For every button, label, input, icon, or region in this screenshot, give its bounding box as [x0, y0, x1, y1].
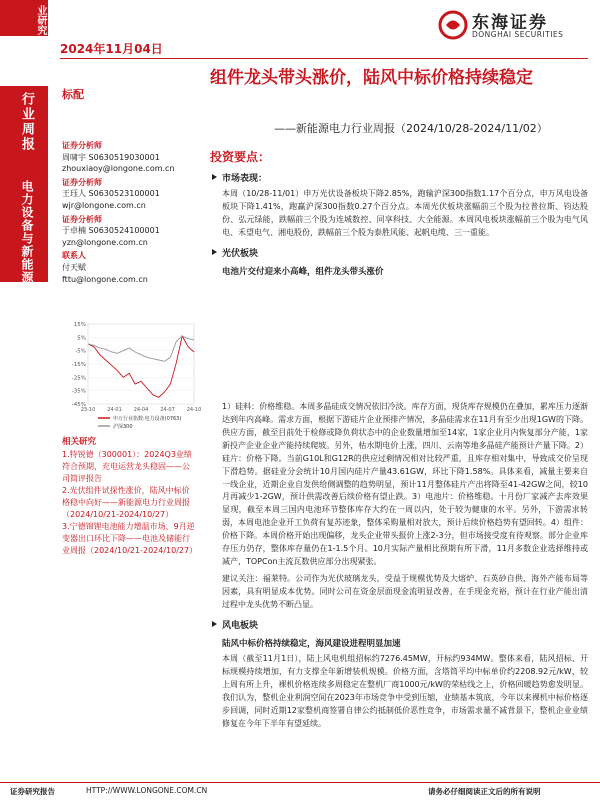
logo-mark-icon — [438, 10, 468, 40]
analyst-name: 王珏人 S0630523100001 — [62, 189, 160, 199]
pv-advice-paragraph: 建议关注：福莱特。公司作为光伏玻璃龙头，受益于规模优势及大熔炉、石英砂自供、海外产能布局等因素，具有明显成本优势。同时公司在资金层面现金流明显改善，在手现金充裕，预计在行业产能出清过程中龙头优势不断凸显。 — [222, 574, 588, 610]
analyst-email[interactable]: zhouxiaoy@longone.com.cn — [62, 164, 175, 174]
report-date: 2024年11月04日 — [60, 42, 163, 56]
report-type-label: 行业周报 — [19, 92, 34, 152]
related-research-item[interactable]: 1.特锐德（300001）：2024Q3业绩符合预期，充电运营龙头稳固——公司简评报告 — [62, 449, 192, 483]
pv-paragraph: 1）硅料：价格维稳。本周多晶硅成交情况依旧冷淡。库存方面，现货库存规模仍在叠加，累库压力逐渐达到年内高峰。需求方面，根据下游硅片企业预排产情况，多晶硅需求在11月有至少出现1GW的下降。供应方面，截至目前处于检修或降负荷状态中的企业数量增加至14家，1家企业月内恢复部分产能，1家新投产企业企业产能持续爬坡。另外，枯水期电价上涨，四川、云南等地多晶硅产能预计产量下降。2）硅片：价格下降。当前G10L和G12R的供应过剩情况相对比较严重，且库存相对集中，导致成交价呈现下滑趋势。据硅业分会统计10月国内硅片产量43.61GW，环比下降1.58%。具体来看，减量主要来自一线企业，近期企业自发供给侧调整的趋势明显，预计11月整体硅片产出将降至41-42GW之间，较10月再减少1-2GW，预计供需改善后续价格有望止跌。3）电池片：价格维稳。十月份厂家减产去库效果显现，截至本周三国内电池环节整体库存大约在一周以内，处于较为健康的水平。另外，下游需求转弱，本周电池企业开工负荷有复苏迹象，整体采购量相对放大，预计后续价格趋势有望回转。4）组件：价格下降。本周价格开始出现偏移，龙头企业带头报价上涨2-3分，但市场接受度有待观察。部分企业库存压力仍存，整体库存量仍在1-1.5个月。10月实际产量相比预期有所下滑，11月多数企业选择维持或减产，TOPCon主流瓦数供应部分出现紧张。 — [222, 401, 588, 567]
analyst-role: 证券分析师 — [62, 214, 102, 224]
analyst-role: 联系人 — [62, 251, 86, 261]
analyst-name: 周啸宇 S0630519030001 — [62, 152, 160, 162]
analyst-email[interactable]: wjr@longone.com.cn — [62, 200, 146, 210]
market-paragraph: 本周（10/28-11/01）申万光伏设备板块下降2.85%，跑输沪深300指数1.17个百分点，申万风电设备板块下降1.41%，跑赢沪深300指数0.27个百分点。本周光伏板块涨幅前三个股为拉普拉斯、钧达股份、弘元绿能，跌幅前三个股为连城数控、同享科技、大全能源。本周风电板块涨幅前三个股为电气风电、禾望电气、湘电股份，跌幅前三个股为泰胜风能、起帆电缆、三一重能。 — [222, 189, 588, 237]
company-logo — [438, 6, 588, 46]
y-tick-label: -35% — [71, 388, 86, 395]
logo-text-cn: 东海证券 — [472, 13, 548, 33]
y-tick-label: -25% — [71, 375, 86, 382]
wind-paragraph: 本周（截至11月1日），陆上风电机组招标约7276.45MW，开标约934MW。整体来看，陆风招标、开标规模持续增加，有力支撑全年新增装机规模。价格方面，含塔筒平均中标单价约2208.92元/kW，较上周有所上升，裸机价格连续多周稳定在整机厂商1000元/kW的荣枯线之上，价格回暖趋势愈发明显。我们认为，整机企业利润空间在2023年市场竞争中受到压缩，业绩基本筑底，今年以来裸机中标价格逐步回调，同时近期12家整机商签署自律公约抵制低价恶性竞争，市场需求量不减背景下，整机企业业绩修复在今年下半年有望延续。 — [222, 654, 588, 728]
report-category-tab: 业研究 — [0, 0, 48, 36]
wind-headline: 陆风中标价格持续稳定，海风建设进程明显加速 — [222, 639, 401, 650]
y-tick-label: -45% — [71, 402, 86, 408]
logo-text-en: DONGHAI SECURITIES — [472, 30, 564, 39]
investment-highlights-heading: 投资要点： — [210, 150, 271, 164]
analyst-block — [62, 177, 197, 212]
y-tick-label: -15% — [71, 362, 86, 368]
footer-divider — [0, 782, 600, 783]
footer-url-link[interactable]: HTTP://WWW.LONGONE.COM.CN — [86, 786, 208, 795]
market-section-heading: 市场表现： — [210, 171, 588, 184]
x-tick-label: 24-01 — [107, 407, 122, 413]
analyst-role: 证券分析师 — [62, 177, 102, 187]
y-tick-label: 5% — [77, 335, 86, 342]
x-tick-label: 24-10 — [186, 407, 202, 413]
analyst-block — [62, 140, 197, 175]
main-content — [210, 148, 588, 731]
legend-label: 申万行业指数:电力设备(0763) — [113, 416, 182, 422]
sector-label: 电力设备与新能源 — [20, 180, 34, 284]
analyst-block — [62, 250, 197, 285]
legend-label: 沪深300 — [113, 424, 133, 430]
related-research-title: 相关研究 — [62, 437, 97, 447]
x-tick-label: 23-10 — [80, 407, 96, 413]
y-tick-label: 15% — [73, 322, 86, 328]
report-title: 组件龙头带头涨价，陆风中标价格持续稳定 — [210, 68, 533, 88]
series-line — [88, 336, 194, 361]
analyst-email[interactable]: fttu@longone.com.cn — [62, 274, 148, 284]
performance-chart — [62, 318, 202, 448]
related-research-item[interactable]: 2.光伏组件试探性涨价，陆风中标价格稳中向好——新能源电力行业周报（2024/10/21-2024/10/27） — [62, 485, 190, 519]
x-tick-label: 24-07 — [160, 407, 175, 413]
industry-rating: 标配 — [62, 88, 84, 101]
performance-chart-svg — [62, 318, 202, 436]
analyst-name: 付天赋 — [62, 262, 86, 272]
pv-headline: 电池片交付迎来小高峰，组件龙头带头涨价 — [222, 266, 384, 277]
analyst-name: 于卓楠 S0630524100001 — [62, 226, 160, 236]
pv-section-heading: 光伏板块 — [210, 246, 588, 259]
report-subtitle: ——新能源电力行业周报（2024/10/28-2024/11/02） — [274, 122, 548, 135]
analyst-email[interactable]: yzn@longone.com.cn — [62, 237, 148, 247]
analyst-list — [62, 138, 197, 285]
series-line — [88, 336, 194, 397]
wind-section-heading: 风电板块 — [210, 618, 588, 631]
analyst-block — [62, 214, 197, 249]
x-tick-label: 24-04 — [133, 407, 149, 413]
y-tick-label: -5% — [75, 348, 86, 355]
footer-disclaimer: 请务必仔细阅读正文后的所有说明 — [428, 787, 541, 796]
footer-label: 证券研究报告 — [10, 787, 55, 796]
related-research — [62, 436, 197, 557]
chart-spacer — [210, 281, 588, 397]
related-research-item[interactable]: 3.宁德锦锂电池能力增温市场，9月逆变器出口环比下降——电池及储能行业周报（2024/10/21-2024/10/27） — [62, 521, 198, 555]
analyst-role: 证券分析师 — [62, 141, 102, 150]
header-divider — [60, 58, 588, 59]
